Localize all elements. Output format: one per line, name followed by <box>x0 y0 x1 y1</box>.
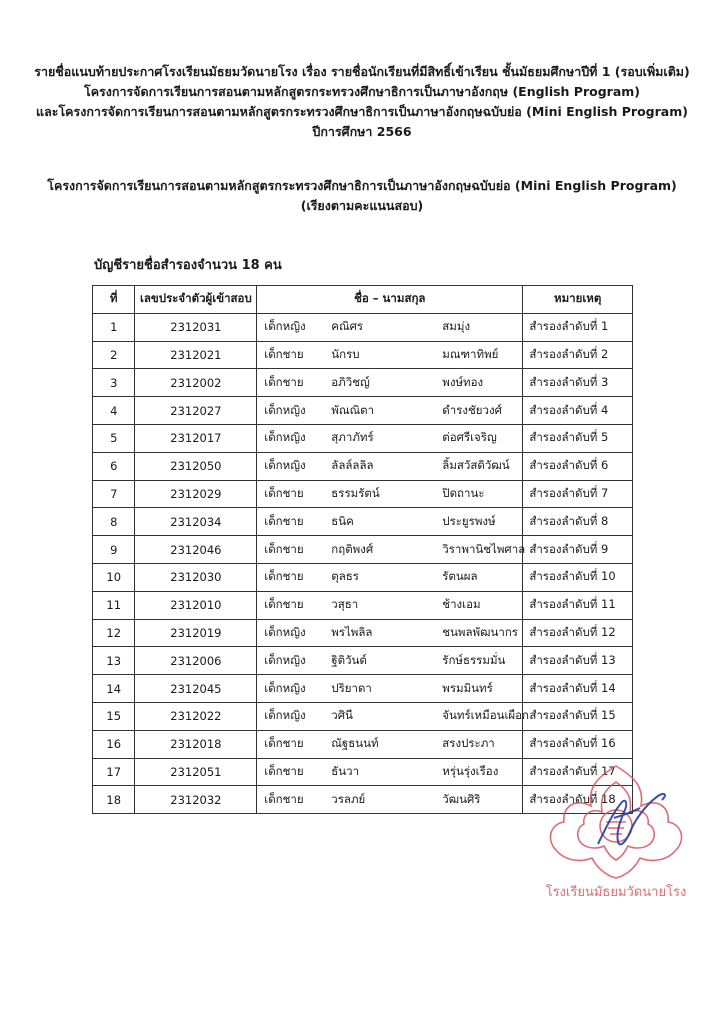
name-first: ณัฐธนนท์ <box>331 736 379 751</box>
cell-note: สำรองลำดับที่ 11 <box>523 591 633 619</box>
cell-no: 11 <box>93 591 135 619</box>
cell-exam-id: 2312022 <box>135 702 257 730</box>
cell-no: 15 <box>93 702 135 730</box>
cell-full-name <box>257 452 523 480</box>
table-row <box>93 508 633 536</box>
cell-full-name <box>257 424 523 452</box>
name-last: สมมุ่ง <box>442 319 471 334</box>
name-last: ประยูรพงษ์ <box>442 513 496 528</box>
header-line-2: โครงการจัดการเรียนการสอนตามหลักสูตรกระทรวงศึกษาธิการเป็นภาษาอังกฤษ (English Program) <box>83 84 640 99</box>
cell-note: สำรองลำดับที่ 5 <box>523 424 633 452</box>
cell-note: สำรองลำดับที่ 17 <box>523 758 633 786</box>
cell-no: 8 <box>93 508 135 536</box>
name-first: วศินี <box>331 708 353 723</box>
name-last: จันทร์เหมือนเผือก <box>442 708 530 723</box>
name-first: ธรรมรัตน์ <box>331 485 380 500</box>
name-first: คณิศร <box>331 319 364 334</box>
name-first: ลัลล์ลลิล <box>331 458 374 473</box>
subheader-line-2: (เรียงตามคะแนนสอบ) <box>300 198 424 213</box>
cell-no: 7 <box>93 480 135 508</box>
cell-full-name <box>257 313 523 341</box>
name-title: เด็กหญิง <box>264 624 306 639</box>
cell-exam-id: 2312017 <box>135 424 257 452</box>
name-first: สุภาภัทร์ <box>331 430 374 445</box>
header-exam-id: เลขประจำตัวผู้เข้าสอบ <box>135 286 257 314</box>
cell-exam-id: 2312034 <box>135 508 257 536</box>
name-last: วิราพานิชไพศาล <box>442 541 526 556</box>
cell-no: 9 <box>93 536 135 564</box>
table-header-row <box>93 286 633 314</box>
table-row <box>93 341 633 369</box>
name-title: เด็กหญิง <box>264 708 306 723</box>
table-row <box>93 369 633 397</box>
name-title: เด็กชาย <box>264 763 304 778</box>
header-note: หมายเหตุ <box>523 286 633 314</box>
name-last: รัตนผล <box>442 569 478 584</box>
cell-note: สำรองลำดับที่ 8 <box>523 508 633 536</box>
header-full-name: ชื่อ – นามสกุล <box>257 286 523 314</box>
cell-no: 16 <box>93 730 135 758</box>
header-no: ที่ <box>93 286 135 314</box>
cell-note: สำรองลำดับที่ 10 <box>523 563 633 591</box>
table-row <box>93 480 633 508</box>
cell-exam-id: 2312051 <box>135 758 257 786</box>
cell-exam-id: 2312010 <box>135 591 257 619</box>
cell-full-name <box>257 758 523 786</box>
name-title: เด็กชาย <box>264 374 304 389</box>
header-line-3: และโครงการจัดการเรียนการสอนตามหลักสูตรกระทรวงศึกษาธิการเป็นภาษาอังกฤษฉบับย่อ (Mini English Program) <box>36 104 688 119</box>
cell-note: สำรองลำดับที่ 18 <box>523 786 633 814</box>
name-first: พัณณิตา <box>331 402 375 417</box>
name-title: เด็กหญิง <box>264 402 306 417</box>
cell-full-name <box>257 397 523 425</box>
table-row <box>93 647 633 675</box>
name-first: ธันวา <box>331 763 360 778</box>
name-last: วัฒนศิริ <box>442 791 481 806</box>
cell-note: สำรองลำดับที่ 14 <box>523 675 633 703</box>
name-title: เด็กหญิง <box>264 652 306 667</box>
cell-exam-id: 2312045 <box>135 675 257 703</box>
table-row <box>93 536 633 564</box>
cell-note: สำรองลำดับที่ 1 <box>523 313 633 341</box>
header-line-1: รายชื่อแนบท้ายประกาศโรงเรียนมัธยมวัดนายโรง เรื่อง รายชื่อนักเรียนที่มีสิทธิ์เข้าเรียน ชั้นมัธยมศึกษาปีที่ 1 (รอบเพิ่มเติม) <box>34 64 690 79</box>
name-first: กฤติพงศ์ <box>331 541 374 556</box>
table-row <box>93 619 633 647</box>
cell-note: สำรองลำดับที่ 16 <box>523 730 633 758</box>
name-title: เด็กหญิง <box>264 680 306 695</box>
cell-no: 5 <box>93 424 135 452</box>
name-title: เด็กชาย <box>264 791 304 806</box>
cell-full-name <box>257 563 523 591</box>
name-first: ธนิค <box>331 513 354 528</box>
cell-note: สำรองลำดับที่ 7 <box>523 480 633 508</box>
list-caption: บัญชีรายชื่อสำรองจำนวน 18 คน <box>94 258 282 273</box>
name-title: เด็กชาย <box>264 736 304 751</box>
cell-exam-id: 2312029 <box>135 480 257 508</box>
table-row <box>93 702 633 730</box>
name-first: ปริยาดา <box>331 680 372 695</box>
name-last: สรงประภา <box>442 736 495 751</box>
reserve-list-table <box>92 285 633 814</box>
name-first: วรลภย์ <box>331 791 366 806</box>
cell-full-name <box>257 536 526 564</box>
name-title: เด็กชาย <box>264 569 304 584</box>
table-row <box>93 424 633 452</box>
cell-full-name <box>257 508 523 536</box>
cell-full-name <box>257 341 523 369</box>
header-line-4: ปีการศึกษา 2566 <box>312 124 412 139</box>
seal-text: โรงเรียนมัธยมวัดนายโรง <box>545 885 687 900</box>
cell-note: สำรองลำดับที่ 2 <box>523 341 633 369</box>
table-row <box>93 452 633 480</box>
cell-no: 2 <box>93 341 135 369</box>
cell-exam-id: 2312002 <box>135 369 257 397</box>
cell-full-name <box>257 647 523 675</box>
subheader-line-1: โครงการจัดการเรียนการสอนตามหลักสูตรกระทรวงศึกษาธิการเป็นภาษาอังกฤษฉบับย่อ (Mini English Program) <box>47 178 677 193</box>
cell-full-name <box>257 369 523 397</box>
cell-note: สำรองลำดับที่ 13 <box>523 647 633 675</box>
table-body <box>93 313 633 813</box>
name-first: นักรบ <box>331 346 360 361</box>
cell-no: 14 <box>93 675 135 703</box>
cell-no: 3 <box>93 369 135 397</box>
cell-note: สำรองลำดับที่ 12 <box>523 619 633 647</box>
name-last: หรุ่นรุ่งเรือง <box>442 763 499 778</box>
cell-exam-id: 2312021 <box>135 341 257 369</box>
name-first: พรไพลิล <box>331 624 373 639</box>
cell-no: 17 <box>93 758 135 786</box>
cell-note: สำรองลำดับที่ 4 <box>523 397 633 425</box>
cell-full-name <box>257 786 523 814</box>
cell-no: 6 <box>93 452 135 480</box>
cell-no: 4 <box>93 397 135 425</box>
document-subheader <box>0 176 724 216</box>
cell-no: 18 <box>93 786 135 814</box>
table-row <box>93 591 633 619</box>
name-first: อภิวิชญ์ <box>331 374 370 389</box>
name-title: เด็กหญิง <box>264 319 306 334</box>
cell-no: 1 <box>93 313 135 341</box>
cell-no: 13 <box>93 647 135 675</box>
name-title: เด็กหญิง <box>264 458 306 473</box>
name-last: ดำรงชัยวงศ์ <box>442 402 502 417</box>
name-first: วสุธา <box>331 597 359 612</box>
cell-exam-id: 2312046 <box>135 536 257 564</box>
cell-exam-id: 2312031 <box>135 313 257 341</box>
cell-full-name <box>257 730 523 758</box>
cell-full-name <box>257 591 523 619</box>
name-title: เด็กชาย <box>264 346 304 361</box>
cell-exam-id: 2312018 <box>135 730 257 758</box>
cell-exam-id: 2312019 <box>135 619 257 647</box>
name-last: ช้างเอม <box>442 597 481 612</box>
cell-full-name <box>257 675 523 703</box>
table-row <box>93 313 633 341</box>
name-last: มณฑาทิพย์ <box>442 346 499 361</box>
cell-no: 12 <box>93 619 135 647</box>
table-row <box>93 675 633 703</box>
name-last: ต่อศรีเจริญ <box>442 430 497 445</box>
cell-full-name <box>257 480 523 508</box>
cell-full-name <box>257 619 523 647</box>
cell-exam-id: 2312027 <box>135 397 257 425</box>
cell-exam-id: 2312032 <box>135 786 257 814</box>
name-last: พงษ์ทอง <box>442 374 484 389</box>
cell-exam-id: 2312030 <box>135 563 257 591</box>
cell-full-name <box>257 702 530 730</box>
cell-note: สำรองลำดับที่ 9 <box>523 536 633 564</box>
name-last: ลิ้มสวัสดิวัฒน์ <box>442 458 510 473</box>
document-header <box>0 62 724 142</box>
table-row <box>93 397 633 425</box>
name-last: ชนพลพัฒนากร <box>442 624 518 639</box>
name-title: เด็กชาย <box>264 541 304 556</box>
table-row <box>93 730 633 758</box>
name-last: รักษ์ธรรมมั่น <box>442 652 506 667</box>
table-row <box>93 563 633 591</box>
name-title: เด็กหญิง <box>264 430 306 445</box>
name-last: ปิดถานะ <box>442 485 485 500</box>
name-first: ตุลธร <box>331 569 359 584</box>
name-title: เด็กชาย <box>264 513 304 528</box>
cell-note: สำรองลำดับที่ 6 <box>523 452 633 480</box>
cell-exam-id: 2312050 <box>135 452 257 480</box>
cell-no: 10 <box>93 563 135 591</box>
name-first: ฐิติวันต์ <box>331 652 367 667</box>
name-title: เด็กชาย <box>264 485 304 500</box>
cell-exam-id: 2312006 <box>135 647 257 675</box>
school-seal-stamp <box>536 758 696 908</box>
cell-note: สำรองลำดับที่ 15 <box>523 702 633 730</box>
name-last: พรมมินทร์ <box>442 680 493 695</box>
name-title: เด็กชาย <box>264 597 304 612</box>
cell-note: สำรองลำดับที่ 3 <box>523 369 633 397</box>
